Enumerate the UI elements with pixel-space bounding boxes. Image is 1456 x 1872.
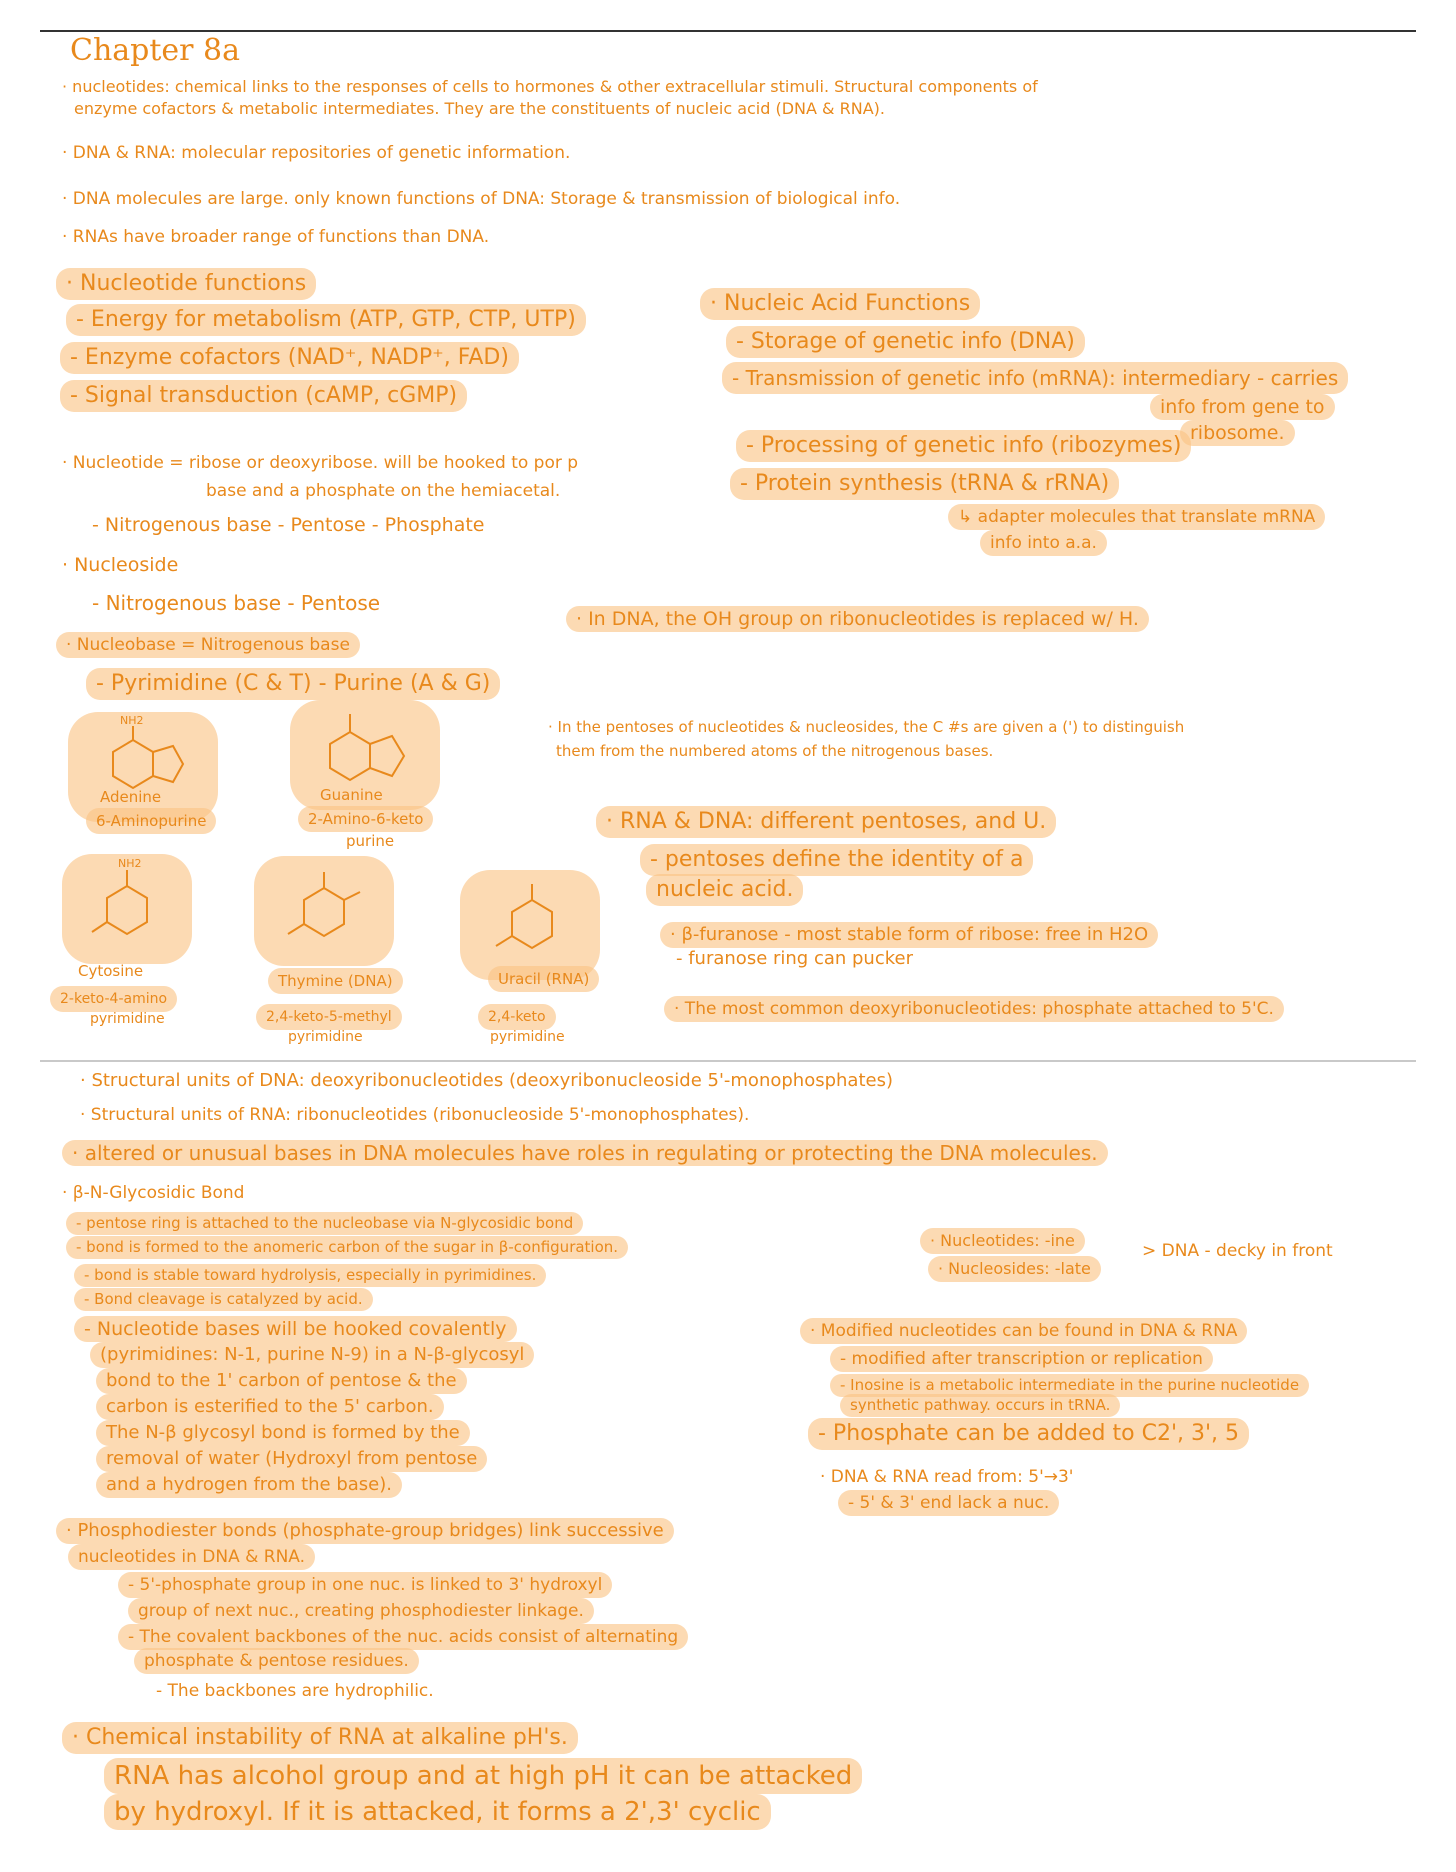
phospho-line: - 5'-phosphate group in one nuc. is linked to 3' hydroxyl <box>118 1572 612 1598</box>
nucleotide-definition-line-1: · Nucleotide = ribose or deoxyribose. will be hooked to por p <box>62 453 579 473</box>
modified-line: - Inosine is a metabolic intermediate in the purine nucleotide <box>830 1374 1309 1397</box>
nucleic-acid-function-item: ↳ adapter molecules that translate mRNA <box>948 504 1325 530</box>
glycosidic-item: - Bond cleavage is catalyzed by acid. <box>74 1288 373 1311</box>
nucleotide-function-item: - Enzyme cofactors (NAD⁺, NADP⁺, FAD) <box>60 342 519 374</box>
thymine-subname-2: pyrimidine <box>288 1029 363 1045</box>
phospho-line: group of next nuc., creating phosphodiester linkage. <box>128 1598 594 1624</box>
section-divider <box>40 1060 1416 1062</box>
adenine-nh2-label: NH2 <box>120 714 144 727</box>
nucleotide-functions-heading: · Nucleotide functions <box>56 268 316 300</box>
nucleic-acid-functions-heading: · Nucleic Acid Functions <box>700 288 980 320</box>
guanine-subname: 2-Amino-6-keto <box>298 806 433 832</box>
phospho-line: · Phosphodiester bonds (phosphate-group bridges) link successive <box>56 1518 674 1544</box>
nucleic-acid-function-item: info from gene to <box>1150 394 1335 420</box>
glycosidic-item: - pentose ring is attached to the nucleobase via N-glycosidic bond <box>66 1212 583 1235</box>
nucleoside-heading: · Nucleoside <box>62 554 179 576</box>
structural-units-dna: · Structural units of DNA: deoxyribonucleotides (deoxyribonucleoside 5'-monophosphates) <box>80 1070 893 1091</box>
dna-oh-note: · In DNA, the OH group on ribonucleotides is replaced w/ H. <box>566 606 1149 632</box>
chem-instability-line: by hydroxyl. If it is attacked, it forms a 2',3' cyclic <box>104 1794 771 1830</box>
modified-line: · Modified nucleotides can be found in DNA & RNA <box>800 1318 1247 1344</box>
read-direction: · DNA & RNA read from: 5'→3' <box>820 1467 1074 1487</box>
glycosidic-heading: · β-N-Glycosidic Bond <box>62 1183 245 1203</box>
hooked-line: bond to the 1' carbon of pentose & the <box>96 1368 467 1394</box>
uracil-structure <box>460 870 600 980</box>
pentose-note-line-1: · In the pentoses of nucleotides & nucleosides, the C #s are given a (') to distinguish <box>548 718 1185 736</box>
nucleic-acid-function-item: info into a.a. <box>980 530 1107 556</box>
guanine-name: Guanine <box>320 786 383 804</box>
uracil-name: Uracil (RNA) <box>488 966 599 992</box>
cytosine-structure <box>62 854 192 964</box>
suffix-note: > DNA - decky in front <box>1142 1241 1333 1261</box>
phospho-line: - The backbones are hydrophilic. <box>156 1681 434 1701</box>
phospho-line: - The covalent backbones of the nuc. acids consist of alternating <box>118 1624 688 1650</box>
glycosidic-item: - bond is stable toward hydrolysis, especially in pyrimidines. <box>74 1264 546 1287</box>
nucleic-acid-function-item: - Protein synthesis (tRNA & rRNA) <box>730 468 1119 500</box>
guanine-subname-2: purine <box>346 832 395 850</box>
nucleotide-definition-line-2: base and a phosphate on the hemiacetal. <box>206 481 561 501</box>
rna-dna-pentoses-1: - pentoses define the identity of a <box>640 844 1033 876</box>
glycosidic-item: - bond is formed to the anomeric carbon of the sugar in β-configuration. <box>66 1236 628 1259</box>
modified-line: - modified after transcription or replication <box>830 1346 1213 1372</box>
hooked-line: carbon is esterified to the 5' carbon. <box>96 1394 444 1420</box>
hooked-line: The N-β glycosyl bond is formed by the <box>96 1420 470 1446</box>
thymine-structure <box>254 856 394 966</box>
nucleobase-line: - Pyrimidine (C & T) - Purine (A & G) <box>86 668 500 700</box>
phospho-line: nucleotides in DNA & RNA. <box>68 1544 315 1570</box>
dna-large-note: · DNA molecules are large. only known functions of DNA: Storage & transmission of biological info. <box>62 189 901 209</box>
pentose-note-line-2: them from the numbered atoms of the nitrogenous bases. <box>556 742 994 760</box>
rna-dna-common: · The most common deoxyribonucleotides: phosphate attached to 5'C. <box>664 996 1284 1022</box>
rna-dna-pentoses-2: nucleic acid. <box>646 874 803 906</box>
phospho-line: phosphate & pentose residues. <box>134 1648 419 1674</box>
suffix-nucleosides: · Nucleosides: -late <box>928 1256 1101 1282</box>
rna-broader-note: · RNAs have broader range of functions than DNA. <box>62 227 490 247</box>
nucleic-acid-function-item: - Storage of genetic info (DNA) <box>726 326 1085 358</box>
read-ends: - 5' & 3' end lack a nuc. <box>838 1490 1059 1516</box>
suffix-nucleotides: · Nucleotides: -ine <box>920 1228 1085 1254</box>
hooked-line: - Nucleotide bases will be hooked covalently <box>74 1316 517 1342</box>
altered-bases-note: · altered or unusual bases in DNA molecules have roles in regulating or protecting the DNA molecules. <box>62 1140 1108 1166</box>
nucleoside-line: - Nitrogenous base - Pentose <box>92 591 381 615</box>
cytosine-name: Cytosine <box>78 962 144 980</box>
intro-line-1: · nucleotides: chemical links to the responses of cells to hormones & other extracellular stimuli. Structural components of <box>62 77 1038 96</box>
thymine-name: Thymine (DNA) <box>268 968 403 994</box>
cytosine-subname: 2-keto-4-amino <box>50 986 177 1012</box>
cytosine-subname-2: pyrimidine <box>90 1011 165 1027</box>
cytosine-nh2-label: NH2 <box>118 857 142 870</box>
nucleotide-definition-line-3: - Nitrogenous base - Pentose - Phosphate <box>92 514 485 536</box>
thymine-subname: 2,4-keto-5-methyl <box>256 1004 402 1030</box>
adenine-subname: 6-Aminopurine <box>86 808 216 834</box>
nucleotide-function-item: - Signal transduction (cAMP, cGMP) <box>60 380 467 412</box>
nucleobase-heading: · Nucleobase = Nitrogenous base <box>56 632 360 658</box>
chem-instability-heading: · Chemical instability of RNA at alkaline pH's. <box>62 1722 578 1754</box>
chem-instability-line: RNA has alcohol group and at high pH it can be attacked <box>104 1758 862 1794</box>
rna-dna-pucker: - furanose ring can pucker <box>676 948 913 969</box>
nucleotide-function-item: - Energy for metabolism (ATP, GTP, CTP, UTP) <box>66 304 586 336</box>
modified-line: - Phosphate can be added to C2', 3', 5 <box>808 1418 1249 1450</box>
rna-dna-heading: · RNA & DNA: different pentoses, and U. <box>596 806 1056 838</box>
rna-dna-furanose: · β-furanose - most stable form of ribose: free in H2O <box>660 922 1158 948</box>
uracil-subname: 2,4-keto <box>478 1004 556 1030</box>
hooked-line: removal of water (Hydroxyl from pentose <box>96 1446 487 1472</box>
nucleic-acid-function-item: - Transmission of genetic info (mRNA): intermediary - carries <box>722 362 1348 394</box>
hooked-line: and a hydrogen from the base). <box>96 1472 402 1498</box>
nucleic-acid-function-item: ribosome. <box>1180 420 1295 446</box>
structural-units-rna: · Structural units of RNA: ribonucleotides (ribonucleoside 5'-monophosphates). <box>80 1105 750 1125</box>
page-title: Chapter 8a <box>70 33 241 68</box>
top-rule <box>40 30 1416 32</box>
hooked-line: (pyrimidines: N-1, purine N-9) in a N-β-glycosyl <box>90 1342 534 1368</box>
adenine-name: Adenine <box>100 788 162 806</box>
intro-line-2: enzyme cofactors & metabolic intermediates. They are the constituents of nucleic acid (DNA & RNA). <box>74 99 885 118</box>
nucleic-acid-function-item: - Processing of genetic info (ribozymes) <box>736 430 1191 462</box>
modified-line: synthetic pathway. occurs in tRNA. <box>840 1394 1120 1417</box>
dna-rna-note: · DNA & RNA: molecular repositories of genetic information. <box>62 143 571 163</box>
uracil-subname-2: pyrimidine <box>490 1029 565 1045</box>
